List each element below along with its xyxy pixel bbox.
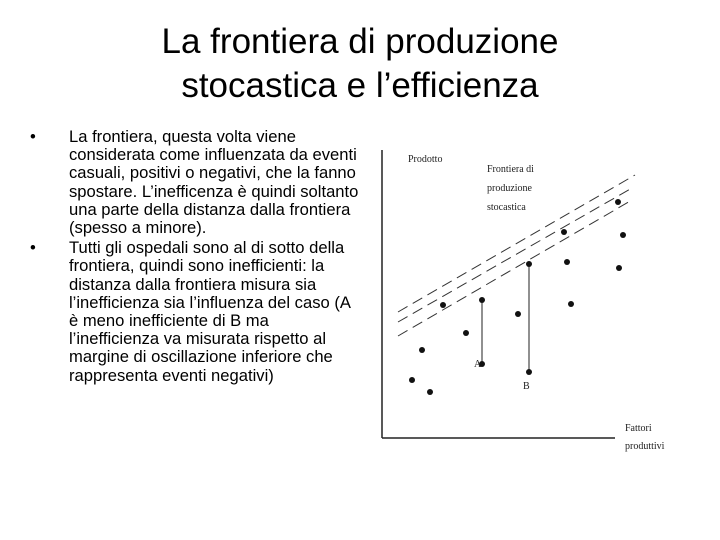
bullet-list <box>30 128 360 387</box>
data-point <box>568 301 574 307</box>
frontier-label-line-3: stocastica <box>487 202 526 213</box>
x-axis-label <box>625 420 664 456</box>
point-b <box>526 369 532 375</box>
x-axis-label-line-1: Fattori <box>625 423 652 434</box>
bullet-text: Tutti gli ospedali sono al di sotto della frontiera, quindi sono inefficienti: la distanza dalla frontiera misura sia l’inefficienza sia l’influenza del caso (A è meno inefficiente di B ma l’inefficienza va misurata rispetto al margine di oscillazione inferiore che rappresenta eventi negativi) <box>69 238 351 385</box>
data-point <box>564 259 570 265</box>
data-point <box>615 199 621 205</box>
diagram-canvas <box>370 140 710 460</box>
data-point <box>419 347 425 353</box>
data-point <box>440 302 446 308</box>
lower-band-line <box>398 200 632 336</box>
frontier-label <box>487 160 534 217</box>
y-axis-label: Prodotto <box>408 154 443 165</box>
slide-title <box>0 20 720 108</box>
bullet-marker: • <box>30 238 36 258</box>
bullet-text: La frontiera, questa volta viene considerata come influenzata da eventi casuali, positivi o negativi, che la fanno spostare. L’inefficenza è quindi soltanto una parte della distanza dalla frontiera (spesso a minore). <box>69 127 359 238</box>
data-point <box>616 265 622 271</box>
frontier-diagram <box>370 140 710 460</box>
point-b-frontier-end <box>526 261 532 267</box>
frontier-label-line-2: produzione <box>487 183 532 194</box>
point-a-label: A <box>474 359 482 370</box>
point-b-label: B <box>523 381 530 392</box>
bullet-marker: • <box>30 127 36 146</box>
x-axis-label-line-2: produttivi <box>625 441 665 452</box>
point-a-frontier-end <box>479 297 485 303</box>
data-point <box>409 377 415 383</box>
data-point <box>515 311 521 317</box>
data-point <box>427 389 433 395</box>
bullet-item-1 <box>30 128 360 237</box>
data-point <box>463 330 469 336</box>
frontier-label-line-1: Frontiera di <box>487 164 534 175</box>
title-line-1: La frontiera di produzione <box>161 22 559 61</box>
title-line-2: stocastica e l’efficienza <box>181 66 539 105</box>
data-point <box>561 229 567 235</box>
bullet-item-2 <box>30 239 360 385</box>
data-point <box>620 232 626 238</box>
